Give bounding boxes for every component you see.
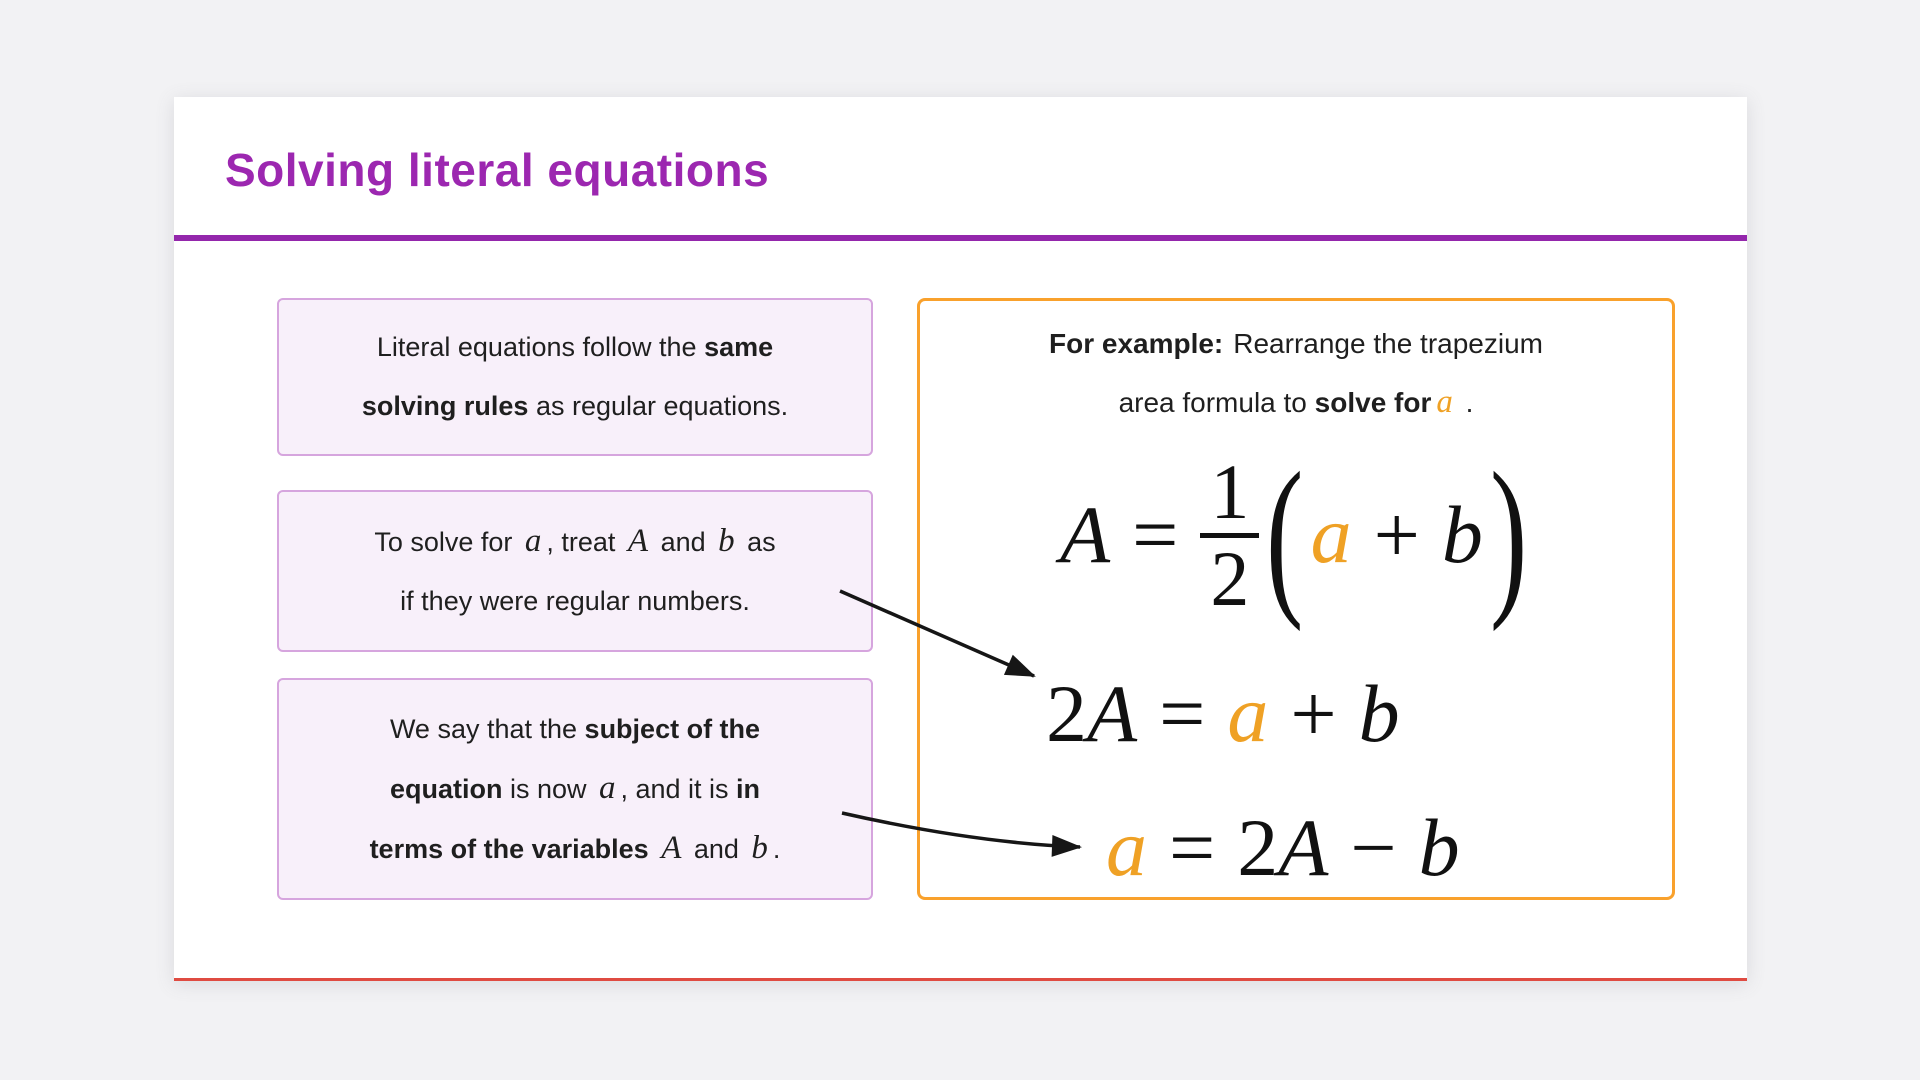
text-segment: in <box>736 773 761 804</box>
text-line <box>279 512 871 572</box>
math-letter-a: a <box>524 522 542 559</box>
math-letter-A: A <box>627 522 649 559</box>
title-divider <box>174 235 1747 241</box>
text-segment: solve for <box>1314 387 1432 418</box>
math-token: 2 <box>1237 802 1279 893</box>
text-line <box>279 700 871 759</box>
text-segment: and <box>686 833 747 864</box>
text-segment: equation <box>389 773 503 804</box>
text-line <box>279 759 871 819</box>
math-token: b <box>1418 802 1460 893</box>
slide-card <box>174 97 1747 981</box>
note-box-solving-rules <box>277 298 873 456</box>
math-token: = <box>1132 489 1179 581</box>
math-letter-A: A <box>661 829 682 866</box>
math-token: A <box>1278 802 1329 893</box>
math-token: A <box>1087 668 1138 759</box>
text-segment: . <box>772 833 781 864</box>
text-segment: solving rules <box>361 391 529 421</box>
math-token: − <box>1350 802 1397 893</box>
text-segment: . <box>1457 387 1474 418</box>
math-token-highlight: a <box>1310 489 1352 581</box>
text-segment: , and it is <box>620 773 737 804</box>
text-segment: For example: <box>1048 328 1224 359</box>
math-letter-a: a <box>598 769 616 806</box>
fraction-one-half <box>1200 448 1259 622</box>
text-line <box>279 318 871 377</box>
example-caption <box>920 315 1672 432</box>
text-segment: Rearrange the trapezium <box>1233 328 1543 359</box>
text-segment: as regular equations. <box>528 391 789 421</box>
text-segment: and <box>653 526 714 557</box>
math-token: = <box>1159 668 1206 759</box>
math-token: 2 <box>1210 534 1250 622</box>
text-line <box>920 373 1672 432</box>
math-token: + <box>1290 668 1337 759</box>
text-segment: if they were regular numbers. <box>400 585 750 616</box>
math-token: + <box>1373 489 1420 581</box>
math-token: 1 <box>1200 451 1259 538</box>
note-box-subject-of-equation <box>277 678 873 900</box>
text-segment: Literal equations follow the <box>376 332 705 362</box>
math-letter-b: b <box>751 829 768 866</box>
math-token: b <box>1441 489 1483 581</box>
math-token: b <box>1358 668 1400 759</box>
text-line <box>920 315 1672 373</box>
text-segment: , treat <box>546 526 623 557</box>
page-title: Solving literal equations <box>225 144 770 196</box>
math-token: = <box>1169 802 1216 893</box>
note-box-treat-variables <box>277 490 873 652</box>
text-line <box>279 819 871 879</box>
text-segment: To solve for <box>374 526 520 557</box>
equation-solved-for-a <box>1106 801 1460 895</box>
text-segment: area formula to <box>1118 387 1315 418</box>
equation-area-formula: A = $\frac{1}{2}$ ( a + b ) <box>1060 436 1528 633</box>
text-segment: is now <box>502 773 594 804</box>
math-token: 2 <box>1046 668 1087 759</box>
text-segment: We say that the <box>389 713 585 744</box>
text-line <box>279 377 871 436</box>
text-segment: same <box>704 332 774 362</box>
equation-doubled <box>1046 667 1400 761</box>
math-letter-a: a <box>1436 384 1453 420</box>
text-line <box>279 572 871 631</box>
math-token-highlight: a <box>1227 668 1269 759</box>
text-segment: terms of the variables <box>369 833 657 864</box>
math-letter-b: b <box>718 522 735 559</box>
math-token-highlight: a <box>1106 802 1147 893</box>
math-token: A <box>1060 489 1111 581</box>
example-box <box>917 298 1675 900</box>
text-segment: subject of the <box>584 713 761 744</box>
text-segment: as <box>739 526 776 557</box>
